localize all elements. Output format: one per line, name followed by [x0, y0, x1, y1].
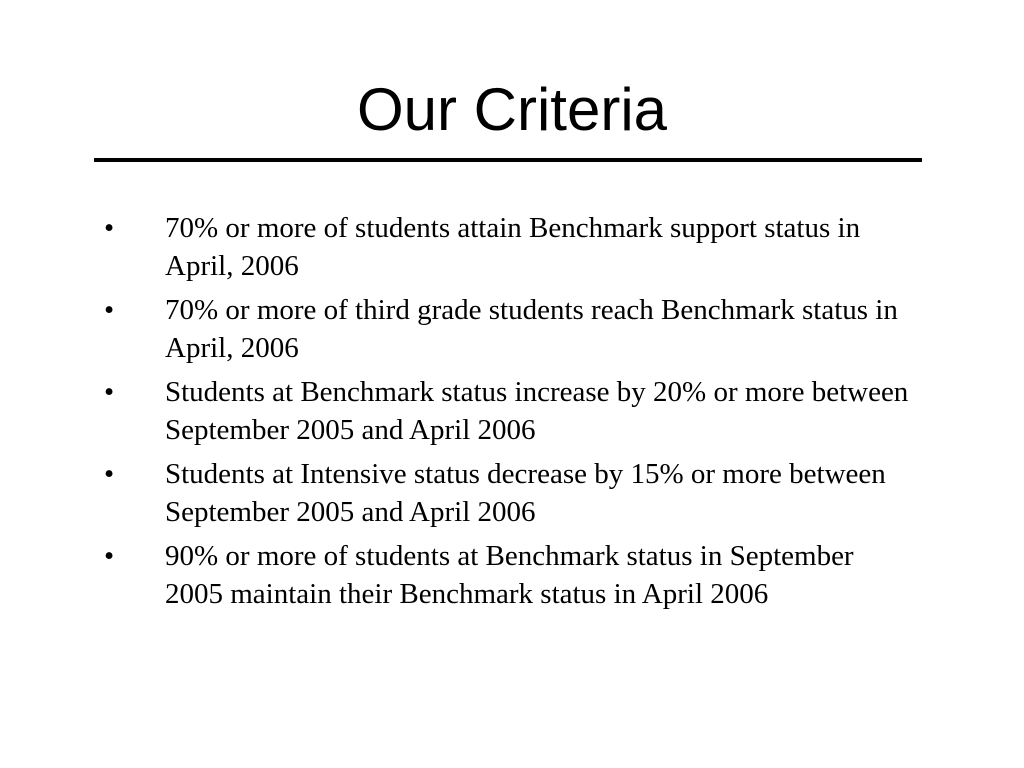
bullet-icon: • — [104, 540, 115, 572]
list-item — [0, 291, 1024, 367]
list-item — [0, 209, 1024, 285]
list-item-text: 90% or more of students at Benchmark status in September 2005 maintain their Benchmark status in April 2006 — [165, 540, 854, 610]
criteria-list — [0, 209, 1024, 619]
list-item — [0, 537, 1024, 613]
bullet-icon: • — [104, 376, 115, 408]
list-item-text: 70% or more of third grade students reach Benchmark status in April, 2006 — [165, 294, 898, 364]
bullet-icon: • — [104, 294, 115, 326]
list-item-text: Students at Benchmark status increase by 20% or more between September 2005 and April 2006 — [165, 376, 909, 446]
list-item-text: 70% or more of students attain Benchmark support status in April, 2006 — [165, 212, 861, 282]
list-item — [0, 455, 1024, 531]
bullet-icon: • — [104, 212, 115, 244]
list-item — [0, 373, 1024, 449]
slide-title: Our Criteria — [356, 76, 668, 143]
bullet-icon: • — [104, 458, 115, 490]
title-divider — [94, 158, 922, 162]
list-item-text: Students at Intensive status decrease by 15% or more between September 2005 and April 2006 — [165, 458, 886, 528]
